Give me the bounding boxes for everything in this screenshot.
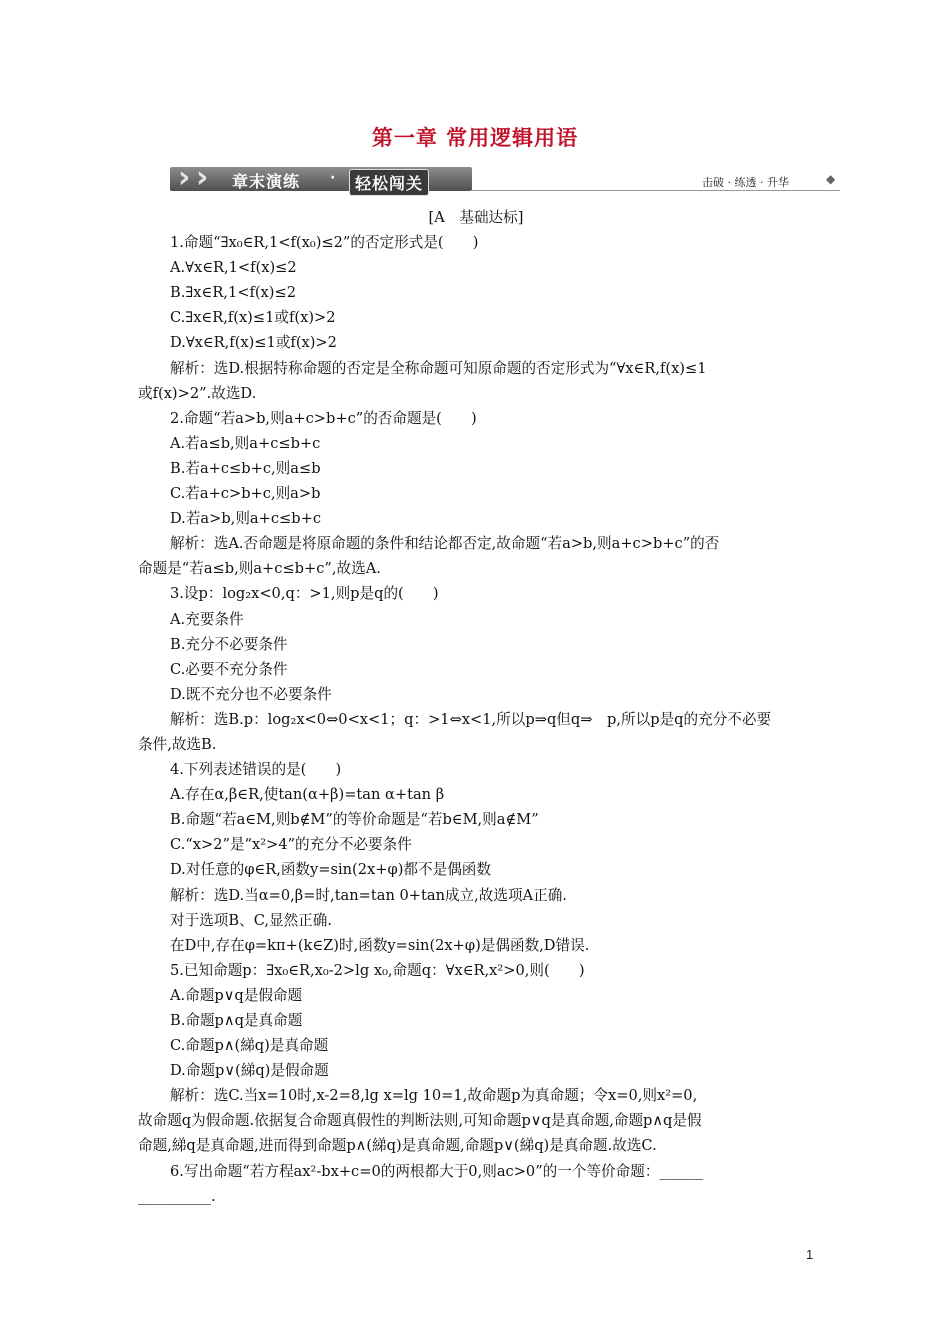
page-number: 1 bbox=[806, 1247, 814, 1262]
text-line: C.命题p∧(綈q)是真命题 bbox=[170, 1037, 329, 1055]
banner-title: 章末演练 bbox=[232, 172, 301, 191]
text-line: 4.下列表述错误的是( ) bbox=[170, 761, 342, 779]
text-line: 解析：选D.当α=0,β=时,tan=tan 0+tan成立,故选项A正确. bbox=[170, 886, 567, 904]
text-line: C.“x>2”是“x²>4”的充分不必要条件 bbox=[170, 836, 412, 854]
text-line: C.∃x∈R,f(x)≤1或f(x)>2 bbox=[170, 309, 336, 327]
banner-rule bbox=[472, 190, 840, 191]
text-line: 解析：选C.当x=10时,x-2=8,lg x=lg 10=1,故命题p为真命题；令x=0,则x²=0, bbox=[170, 1087, 698, 1105]
text-line: 解析：选A.否命题是将原命题的条件和结论都否定,故命题“若a>b,则a+c>b+c”的否 bbox=[170, 535, 720, 553]
text-line: C.必要不充分条件 bbox=[170, 660, 288, 678]
text-line: 对于选项B、C,显然正确. bbox=[170, 911, 332, 929]
diamond-icon: ◆ bbox=[826, 172, 836, 186]
text-line: C.若a+c>b+c,则a>b bbox=[170, 485, 321, 503]
text-line: A.∀x∈R,1<f(x)≤2 bbox=[170, 259, 297, 277]
text-line: A.若a≤b,则a+c≤b+c bbox=[170, 434, 321, 452]
chapter-title: 第一章 常用逻辑用语 bbox=[371, 126, 579, 150]
text-line: 命题,綈q是真命题,进而得到命题p∧(綈q)是真命题,命题p∨(綈q)是真命题.故选C. bbox=[138, 1137, 657, 1155]
text-line: __________. bbox=[138, 1187, 216, 1205]
text-line: 1.命题“∃x₀∈R,1<f(x₀)≤2”的否定形式是( ) bbox=[170, 234, 479, 252]
text-line: 在D中,存在φ=kπ+(k∈Z)时,函数y=sin(2x+φ)是偶函数,D错误. bbox=[170, 936, 590, 954]
text-line: 条件,故选B. bbox=[138, 735, 217, 753]
banner-highlight: 轻松闯关 bbox=[349, 169, 429, 196]
text-line: 5.已知命题p：∃x₀∈R,x₀-2>lg x₀,命题q：∀x∈R,x²>0,则( ) bbox=[170, 961, 585, 979]
text-line: 解析：选B.p：log₂x<0⇔0<x<1；q：>1⇔x<1,所以p⇒q但q⇒ p,所以p是q的充分不必要 bbox=[170, 710, 772, 728]
chevron-right-icon: › bbox=[196, 160, 209, 195]
banner-separator: · bbox=[330, 170, 336, 186]
text-line: A.命题p∨q是假命题 bbox=[170, 986, 303, 1004]
text-line: 故命题q为假命题.依据复合命题真假性的判断法则,可知命题p∨q是真命题,命题p∧q是假 bbox=[138, 1112, 702, 1130]
text-line: 2.命题“若a>b,则a+c>b+c”的否命题是( ) bbox=[170, 409, 477, 427]
text-line: 6.写出命题“若方程ax²-bx+c=0的两根都大于0,则ac>0”的一个等价命题：______ bbox=[170, 1162, 704, 1180]
text-line: D.命题p∨(綈q)是假命题 bbox=[170, 1062, 329, 1080]
text-line: B.命题“若a∈M,则b∉M”的等价命题是“若b∈M,则a∉M” bbox=[170, 811, 539, 829]
text-line: D.若a>b,则a+c≤b+c bbox=[170, 510, 321, 528]
text-line: 3.设p：log₂x<0,q：>1,则p是q的( ) bbox=[170, 585, 439, 603]
text-line: B.若a+c≤b+c,则a≤b bbox=[170, 459, 321, 477]
exercise-body bbox=[138, 205, 814, 1209]
text-line: 或f(x)>2”.故选D. bbox=[138, 384, 257, 402]
text-line: D.∀x∈R,f(x)≤1或f(x)>2 bbox=[170, 334, 337, 352]
text-line: B.命题p∧q是真命题 bbox=[170, 1012, 303, 1029]
chevron-right-icon: › bbox=[178, 160, 191, 195]
text-line: B.充分不必要条件 bbox=[170, 635, 288, 653]
text-line: D.对任意的φ∈R,函数y=sin(2x+φ)都不是偶函数 bbox=[170, 861, 491, 879]
text-line: 解析：选D.根据特称命题的否定是全称命题可知原命题的否定形式为“∀x∈R,f(x)≤1 bbox=[170, 359, 707, 377]
banner-tagline: 击破 · 练透 · 升华 bbox=[702, 176, 789, 189]
section-banner bbox=[170, 162, 842, 196]
text-line: 命题是“若a≤b,则a+c≤b+c”,故选A. bbox=[138, 560, 381, 578]
text-line: A.存在α,β∈R,使tan(α+β)=tan α+tan β bbox=[170, 786, 445, 804]
text-line: D.既不充分也不必要条件 bbox=[170, 685, 332, 703]
text-line: [A 基础达标] bbox=[428, 209, 524, 226]
text-line: B.∃x∈R,1<f(x)≤2 bbox=[170, 284, 296, 302]
text-line: A.充要条件 bbox=[170, 610, 244, 628]
